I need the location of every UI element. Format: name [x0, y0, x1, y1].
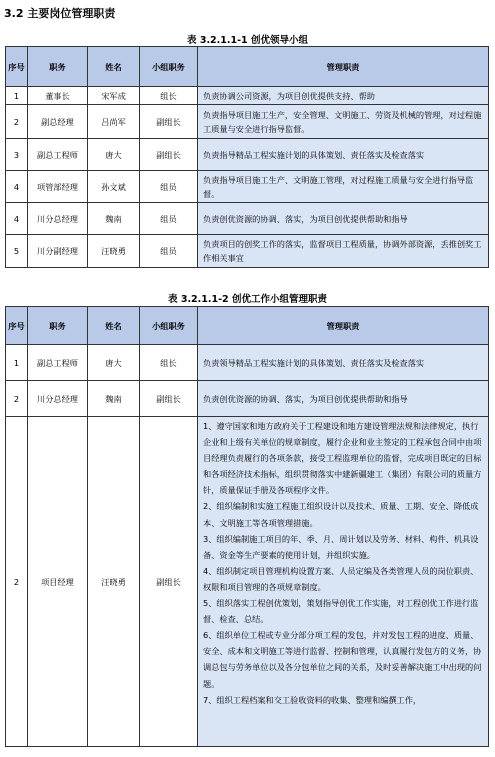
- row-no: 5: [6, 235, 28, 268]
- row-duty: 负责项目的创奖工作的落实，监督项目工程质量，协调外部资源，丢推创奖工作相关事宜: [198, 235, 489, 268]
- leadership-group-table: [5, 46, 489, 268]
- table2-caption: 表 3.2.1.1-2 创优工作小组管理职责: [168, 294, 327, 305]
- table-row: [6, 381, 489, 417]
- working-group-table: [5, 306, 489, 747]
- duty-paragraph: 2、组织编制和实施工程施工组织设计以及技术、质量、工期、安全、降低成本、文明施工等各项管理措施。: [203, 501, 479, 528]
- row-title: 川分总经理: [28, 381, 88, 417]
- row-no: 2: [6, 381, 28, 417]
- table-row: [6, 87, 489, 105]
- row-role: 组长: [140, 87, 198, 105]
- row-name: 宋军成: [88, 87, 140, 105]
- row-role: 组长: [140, 345, 198, 381]
- table-row: [6, 203, 489, 235]
- duty-paragraph: 6、组织单位工程或专业分部分项工程的发包，并对发包工程的进度、质量、安全、成本和文明施工等进行监督、控制和管理，认真履行发包方的义务，协调总包与劳务单位以及各分包单位之间的关系，及时妥善解决施工中出现的问题。: [203, 630, 482, 689]
- row-title: 副总经理: [28, 105, 88, 139]
- row-duty: 负责创优资源的协调、落实，为项目创优提供帮助和指导: [198, 381, 489, 417]
- table-header-row: [6, 307, 489, 345]
- row-name: 孙文斌: [88, 171, 140, 203]
- row-duty: 负责指导精品工程实施计划的具体策划、责任落实及检查落实: [198, 139, 489, 171]
- row-no: 4: [6, 171, 28, 203]
- row-duty: [198, 417, 489, 747]
- row-role: 副组长: [140, 381, 198, 417]
- header-no: 序号: [6, 307, 28, 345]
- table-row: [6, 235, 489, 268]
- row-no: 1: [6, 87, 28, 105]
- row-duty: 负责指导项目施工生产，安全管理、文明施工、劳资及机械的管理，对过程施工质量与安全进行指导监督。: [198, 105, 489, 139]
- header-duty: 管理职责: [198, 47, 489, 87]
- table-header-row: [6, 47, 489, 87]
- row-title: 副总工程师: [28, 345, 88, 381]
- table-row: [6, 105, 489, 139]
- row-no: 2: [6, 105, 28, 139]
- row-title: 川分副经理: [28, 235, 88, 268]
- row-title: 项目经理: [28, 417, 88, 747]
- row-no: 4: [6, 203, 28, 235]
- row-title: 川分总经理: [28, 203, 88, 235]
- table-row: [6, 171, 489, 203]
- row-duty: 负责领导精品工程实施计划的具体策划、责任落实及检查落实: [198, 345, 489, 381]
- row-name: 魏南: [88, 203, 140, 235]
- table-row: [6, 345, 489, 381]
- row-duty: 负责协调公司资源，为项目创优提供支持、帮助: [198, 87, 489, 105]
- row-name: 汪晓勇: [88, 235, 140, 268]
- row-role: 组员: [140, 235, 198, 268]
- header-no: 序号: [6, 47, 28, 87]
- table-row: [6, 139, 489, 171]
- duty-paragraph: 3、组织编制施工项目的年、季、月、周计划以及劳务、材料、构件、机具设备、资金等生产要素的使用计划，并组织实施。: [203, 533, 479, 560]
- row-duty: 负责指导项目施工生产、文明施工管理，对过程施工质量与安全进行指导监督。: [198, 171, 489, 203]
- row-name: 唐大: [88, 345, 140, 381]
- row-no: 1: [6, 345, 28, 381]
- row-title: 副总工程师: [28, 139, 88, 171]
- row-role: 副组长: [140, 139, 198, 171]
- row-no: 3: [6, 139, 28, 171]
- row-duty: 负责创优资源的协调、落实，为项目创优提供帮助和指导: [198, 203, 489, 235]
- row-no: 2: [6, 417, 28, 747]
- table-row: [6, 417, 489, 747]
- row-name: 吕尚军: [88, 105, 140, 139]
- row-name: 魏南: [88, 381, 140, 417]
- header-role: 小组职务: [140, 307, 198, 345]
- row-title: 项管部经理: [28, 171, 88, 203]
- row-name: 汪晓勇: [88, 417, 140, 747]
- header-name: 姓名: [88, 307, 140, 345]
- row-role: 副组长: [140, 105, 198, 139]
- row-role: 副组长: [140, 417, 198, 747]
- row-name: 唐大: [88, 139, 140, 171]
- header-title: 职务: [28, 47, 88, 87]
- header-duty: 管理职责: [198, 307, 489, 345]
- header-role: 小组职务: [140, 47, 198, 87]
- header-title: 职务: [28, 307, 88, 345]
- duty-paragraph: 7、组织工程档案和交工验收资料的收集、整理和编撰工作，: [203, 694, 422, 705]
- header-name: 姓名: [88, 47, 140, 87]
- row-role: 组员: [140, 171, 198, 203]
- duty-paragraph: 5、组织落实工程创优策划，策划指导创优工作实施，对工程创优工作进行监督、检查、总结。: [203, 598, 479, 625]
- table1-caption: 表 3.2.1.1-1 创优领导小组: [187, 35, 308, 46]
- duty-paragraph: 4、组织制定项目管理机构设置方案、人员定编及各类管理人员的岗位职责、权限和项目管理的各项规章制度。: [203, 565, 479, 592]
- row-title: 董事长: [28, 87, 88, 105]
- row-role: 组员: [140, 203, 198, 235]
- section-title: 3.2 主要岗位管理职责: [4, 7, 116, 20]
- duty-paragraph: 1、遵守国家和地方政府关于工程建设和地方建设管理法规和法律规定，执行企业和上级有关单位的规章制度，履行企业和业主签定的工程承包合同中由项目经理负责履行的各项条款，接受工程监理单位的监督，完成项目既定的目标和各项经济技术指标，组织贯彻落实中建新疆建工（集团）有限公司的质量方针，质量保证手册及各项程序文件。: [203, 421, 482, 496]
